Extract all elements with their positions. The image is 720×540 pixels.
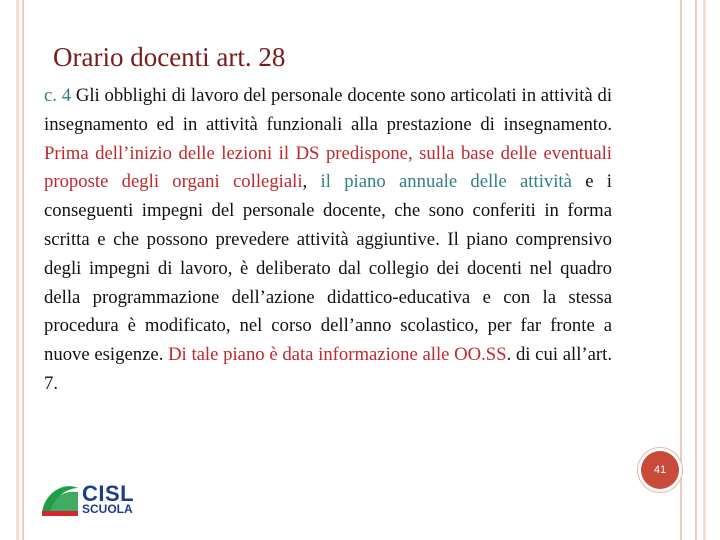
text-segment-6: Di tale piano è data informazione alle OO.SS — [168, 344, 507, 366]
paragraph-label: c. 4 — [44, 85, 72, 106]
slide-right-rail — [695, 0, 697, 540]
text-segment-1: Gli obblighi di lavoro del personale docente sono articolati in attività di insegnamento ed in attività funzionali alla prestazione di insegnamento. — [44, 85, 613, 135]
logo-name: CISL — [82, 481, 135, 506]
text-segment-5: e i conseguenti impegni del personale docente, che sono conferiti in forma scritta e che possono prevedere attività aggiuntive. Il piano comprensivo degli impegni di lavoro, è deliberato dal collegio dei docenti nel quadro della programmazione dell’azione didattico-educativa e con la stessa procedura è modificato, nel corso dell’anno scolastico, per far fronte a nuove esigenze. — [44, 171, 612, 366]
text-segment-3: , — [302, 171, 321, 193]
slide-body-text — [44, 82, 612, 399]
text-segment-2: Prima dell’inizio delle lezioni il DS predispone, sulla base delle eventuali proposte degli organi collegiali — [44, 142, 612, 193]
logo-subtitle: SCUOLA — [82, 502, 133, 516]
text-segment-7: . di cui all’art. 7. — [44, 344, 612, 394]
page-number-badge: 41 — [641, 451, 679, 489]
slide-title: Orario docenti art. 28 — [53, 42, 286, 72]
text-segment-4: il piano annuale delle attività — [320, 171, 572, 193]
